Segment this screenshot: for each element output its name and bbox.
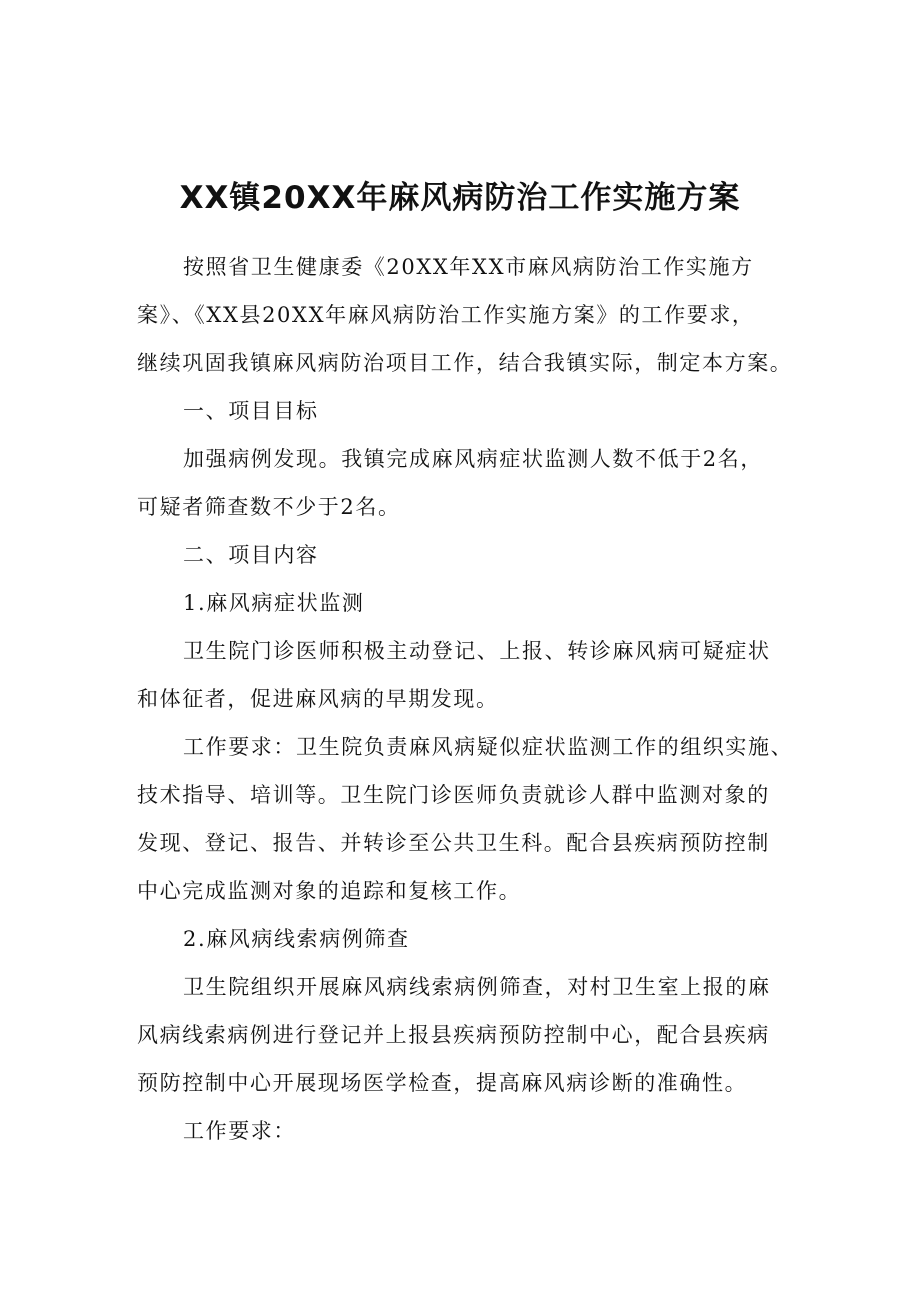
- paragraph-line: 卫生院门诊医师积极主动登记、上报、转诊麻风病可疑症状: [183, 639, 771, 663]
- document-title: XX镇20XX年麻风病防治工作实施方案: [179, 180, 741, 216]
- paragraph-line: 工作要求：: [183, 1119, 296, 1143]
- paragraph-line: 加强病例发现。我镇完成麻风病症状监测人数不低于2名，: [183, 447, 763, 471]
- paragraph-line: 技术指导、培训等。卫生院门诊医师负责就诊人群中监测对象的: [137, 783, 770, 807]
- paragraph-line: 发现、登记、报告、并转诊至公共卫生科。配合县疾病预防控制: [137, 831, 770, 855]
- section-heading: 一、项目目标: [183, 399, 319, 423]
- paragraph-line: 可疑者筛查数不少于2名。: [137, 495, 401, 519]
- document-body: [137, 243, 797, 1155]
- subsection-heading: 2.麻风病线索病例筛查: [183, 927, 410, 951]
- paragraph-line: 按照省卫生健康委《20XX年XX市麻风病防治工作实施方: [183, 255, 754, 279]
- paragraph-line: 风病线索病例进行登记并上报县疾病预防控制中心，配合县疾病: [137, 1023, 770, 1047]
- paragraph-line: 中心完成监测对象的追踪和复核工作。: [137, 879, 522, 903]
- paragraph-line: 卫生院组织开展麻风病线索病例筛查，对村卫生室上报的麻: [183, 975, 771, 999]
- paragraph-line: 工作要求：卫生院负责麻风病疑似症状监测工作的组织实施、: [183, 735, 794, 759]
- subsection-heading: 1.麻风病症状监测: [183, 591, 365, 615]
- paragraph-line: 预防控制中心开展现场医学检查，提高麻风病诊断的准确性。: [137, 1071, 748, 1095]
- paragraph-line: 案》、《XX县20XX年麻风病防治工作实施方案》的工作要求，: [137, 303, 755, 327]
- section-heading: 二、项目内容: [183, 543, 319, 567]
- paragraph-line: 继续巩固我镇麻风病防治项目工作，结合我镇实际，制定本方案。: [137, 351, 793, 375]
- paragraph-line: 和体征者，促进麻风病的早期发现。: [137, 687, 499, 711]
